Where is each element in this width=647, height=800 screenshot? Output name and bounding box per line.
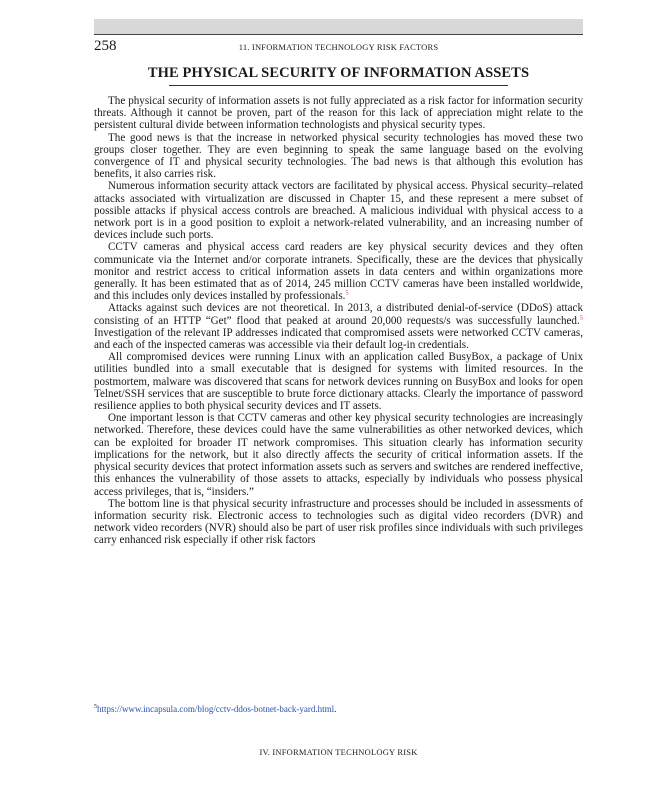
section-title: THE PHYSICAL SECURITY OF INFORMATION ASSETS xyxy=(147,65,530,81)
paragraph-text: Investigation of the relevant IP addresses indicated that compromised assets were networked CCTV cameras, and each of the inspected cameras was accessible via their default log-in credentials. xyxy=(94,326,583,352)
paragraph-text: Attacks against such devices are not theoretical. In 2013, a distributed denial-of-service (DDoS) attack consisting of an HTTP “Get” flood that peaked at around 20,000 requests/s was successfully launched. xyxy=(94,302,583,327)
paragraph xyxy=(94,241,583,302)
footnote-link[interactable]: https://www.incapsula.com/blog/cctv-ddos-botnet-back-yard.html xyxy=(97,704,335,714)
running-head: 11. INFORMATION TECHNOLOGY RISK FACTORS xyxy=(238,42,439,52)
page-footer: IV. INFORMATION TECHNOLOGY RISK xyxy=(259,747,418,757)
paragraph-text: CCTV cameras and physical access card readers are key physical security devices and they often communicate via the Internet and/or corporate intranets. Specifically, these are the devices that physically monitor and restrict access to critical information assets in data centers and within organizations more generally. It has been estimated that as of 2014, 245 million CCTV cameras have been installed worldwide, and this includes only devices installed by professionals. xyxy=(94,241,583,303)
paragraph: The good news is that the increase in networked physical security technologies has moved these two groups closer together. They are even beginning to speak the same language based on the evolving convergence of IT and physical security technologies. The bad news is that although this evolution has benefits, it also carries risk. xyxy=(94,131,583,181)
paragraph xyxy=(94,302,583,351)
page-header xyxy=(94,34,583,57)
body-text xyxy=(94,95,583,547)
paragraph: All compromised devices were running Linux with an application called BusyBox, a package of Unix utilities bundled into a small executable that is designed for systems with limited resources. In the postmortem, malware was discovered that scans for network devices running on BusyBox and looks for open Telnet/SSH services that are susceptible to brute force dictionary attacks. Clearly the importance of password resilience applies to both physical security devices and IT assets. xyxy=(94,351,583,413)
footnote-reference[interactable]: 5 xyxy=(345,289,349,297)
paragraph: The physical security of information assets is not fully appreciated as a risk factor for information security threats. Although it cannot be proven, part of the reason for this lack of appreciation might relate to the persistent cultural divide between information technologists and physical security types. xyxy=(94,95,583,132)
paragraph: Numerous information security attack vectors are facilitated by physical access. Physical security–related attacks associated with virtualization are discussed in Chapter 15, and these represent a mere subset of possible attacks if physical access controls are breached. A malicious individual with physical access to a network port is in a good position to exploit a network-related vulnerability, and an increasing number of devices include such ports. xyxy=(94,180,583,242)
footnote xyxy=(94,704,583,715)
title-underline xyxy=(169,85,508,86)
footnote-marker: 5 xyxy=(94,704,97,710)
footnote-period: . xyxy=(334,704,337,714)
paragraph: The bottom line is that physical security infrastructure and processes should be included in assessments of information security risk. Electronic access to technologies such as digital video recorders (DVR) and network video recorders (NVR) should also be part of user risk profiles since individuals with such privileges carry enhanced risk especially if other risk factors xyxy=(94,497,583,547)
footnote-reference[interactable]: 5 xyxy=(579,313,583,321)
paragraph: One important lesson is that CCTV cameras and other key physical security technologies are increasingly networked. Therefore, these devices could have the same vulnerabilities as other networked devices, which can be exploited for broader IT network compromises. This situation clearly has information security implications for the network, but it also directly affects the security of critical information assets. If the physical security devices that protect information assets such as servers and switches are rendered ineffective, this enhances the vulnerability of those assets to attacks, especially by individuals who possess physical access privileges, that is, “insiders.” xyxy=(94,412,583,498)
top-band xyxy=(94,19,583,34)
page-number: 258 xyxy=(94,38,117,54)
